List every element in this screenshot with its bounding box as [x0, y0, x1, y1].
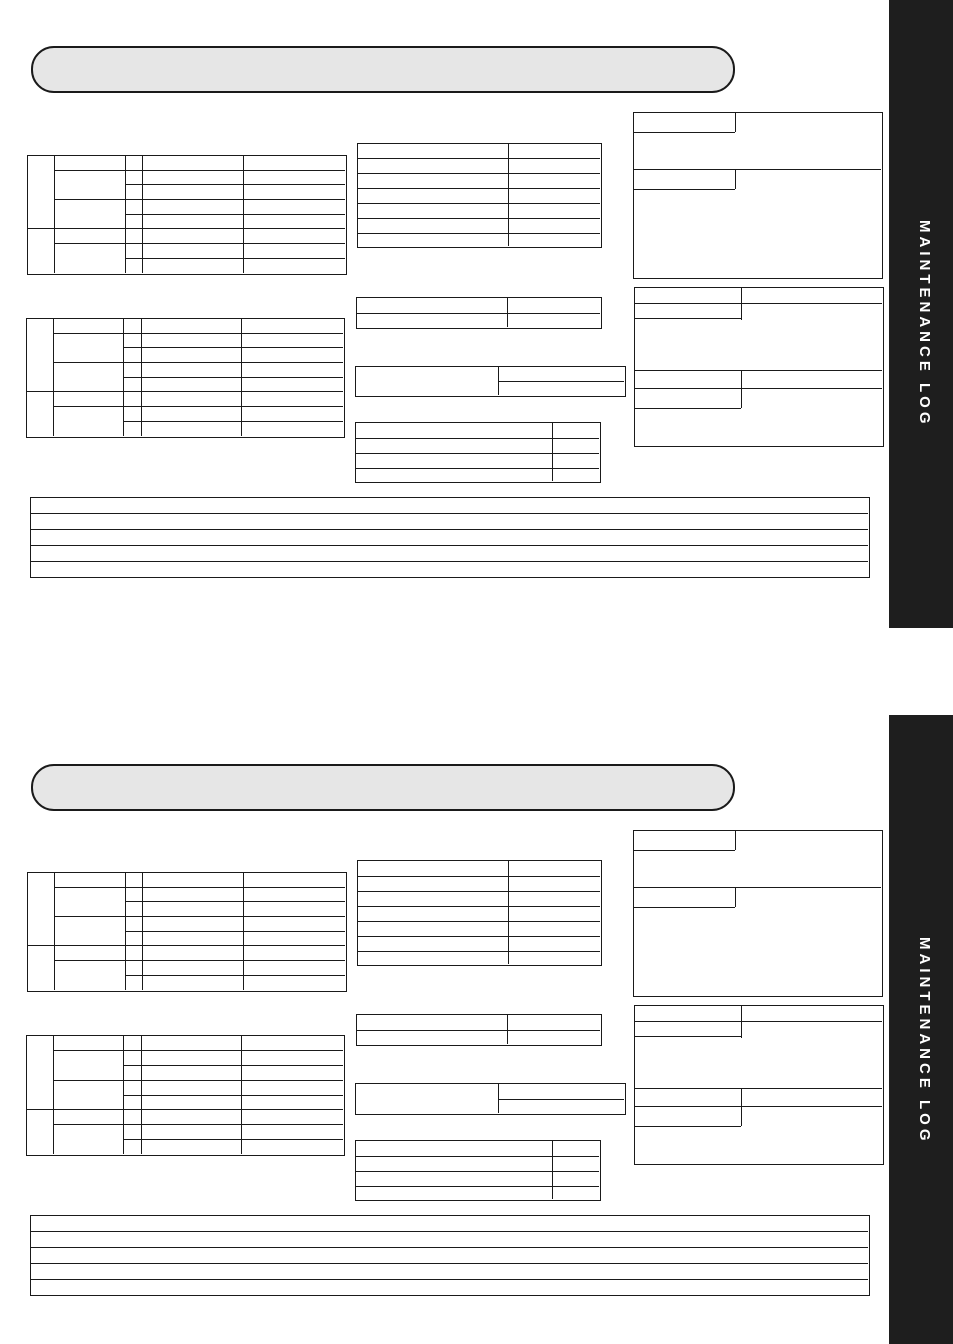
record-table — [357, 860, 602, 966]
inspection-grid — [26, 318, 345, 438]
header-bar — [31, 764, 735, 811]
record-table — [357, 143, 602, 248]
record-table — [356, 297, 602, 329]
notes-box — [633, 830, 883, 997]
remarks-lines — [30, 497, 870, 578]
side-tab-label: MAINTENANCE LOG — [916, 937, 933, 1145]
notes-box — [634, 1005, 884, 1165]
record-table — [355, 366, 626, 397]
remarks-lines — [30, 1215, 870, 1296]
record-table — [355, 1083, 626, 1115]
inspection-grid — [27, 155, 347, 275]
record-table — [356, 1014, 602, 1046]
inspection-grid — [26, 1035, 345, 1156]
record-table — [355, 422, 601, 483]
record-table — [355, 1140, 601, 1201]
side-tab — [889, 715, 953, 1344]
header-bar — [31, 46, 735, 93]
side-tab — [889, 0, 953, 628]
notes-box — [634, 287, 884, 447]
notes-box — [633, 112, 883, 279]
side-tab-label: MAINTENANCE LOG — [916, 220, 933, 428]
inspection-grid — [27, 872, 347, 992]
